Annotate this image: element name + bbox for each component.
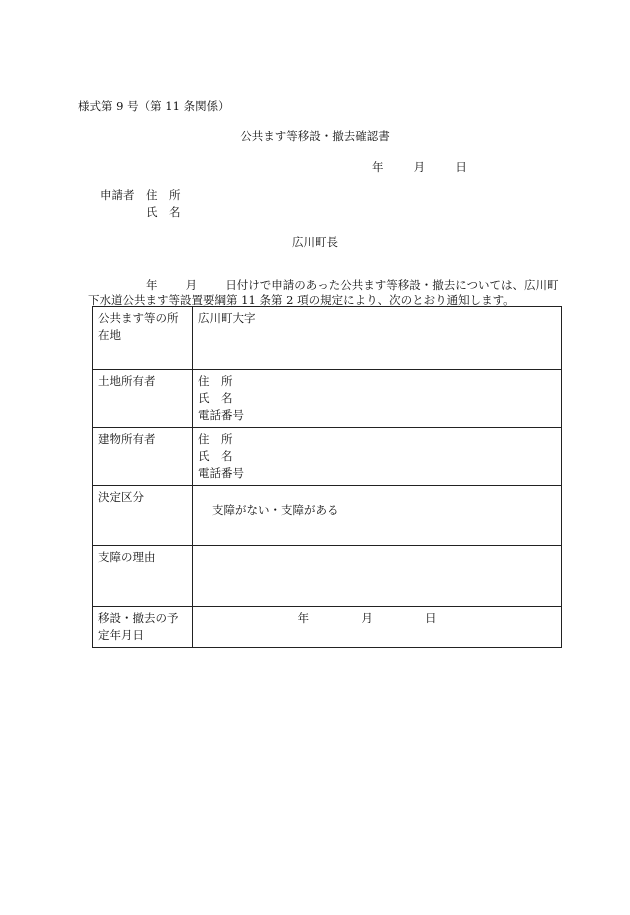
decision-value: 支障がない・支障がある [212,503,339,517]
planned-date-value [193,607,562,648]
confirmation-table [92,306,562,648]
planned-date-label: 移設・撤去の予定年月日 [93,607,193,648]
applicant-label: 申請者 [100,188,135,202]
land-owner-details [193,370,562,428]
land-owner-label: 土地所有者 [93,370,193,428]
applicant-block [100,187,181,221]
building-owner-label: 建物所有者 [93,428,193,486]
location-label: 公共ます等の所在地 [93,307,193,370]
document-title: 公共ます等移設・撤去確認書 [240,129,390,143]
building-owner-name-label: 氏 名 [198,449,233,463]
notice-text [88,278,558,308]
mayor-title: 広川町長 [292,235,338,249]
location-value: 広川町大字 [193,307,562,370]
applicant-address-label: 住 所 [146,188,181,202]
notice-month: 月 [185,278,198,292]
decision-cell [193,486,562,546]
land-owner-name-label: 氏 名 [198,391,233,405]
table-row [93,428,562,486]
issue-date-day: 日 [455,160,467,174]
planned-date-month: 月 [361,611,373,625]
issue-date [372,159,467,175]
table-row [93,607,562,648]
reason-value [193,546,562,607]
building-owner-phone-label: 電話番号 [198,466,244,480]
land-owner-address-label: 住 所 [198,374,233,388]
land-owner-phone-label: 電話番号 [198,408,244,422]
applicant-name-label: 氏 名 [146,205,181,219]
notice-line1: 日付けで申請のあった公共ます等移設・撤去については、広川町 [225,278,559,292]
issue-date-month: 月 [413,160,426,174]
issue-date-year: 年 [372,160,384,174]
reason-label: 支障の理由 [93,546,193,607]
table-row [93,370,562,428]
planned-date-day: 日 [424,611,437,625]
building-owner-details [193,428,562,486]
table-row [93,307,562,370]
table-row [93,486,562,546]
notice-line2: 下水道公共ます等設置要綱第 11 条第 2 項の規定により、次のとおり通知します。 [88,293,515,307]
form-number: 様式第 9 号（第 11 条関係） [78,99,230,113]
decision-label: 決定区分 [93,486,193,546]
building-owner-address-label: 住 所 [198,432,233,446]
planned-date-year: 年 [297,611,310,625]
table-row [93,546,562,607]
notice-year: 年 [146,278,158,292]
